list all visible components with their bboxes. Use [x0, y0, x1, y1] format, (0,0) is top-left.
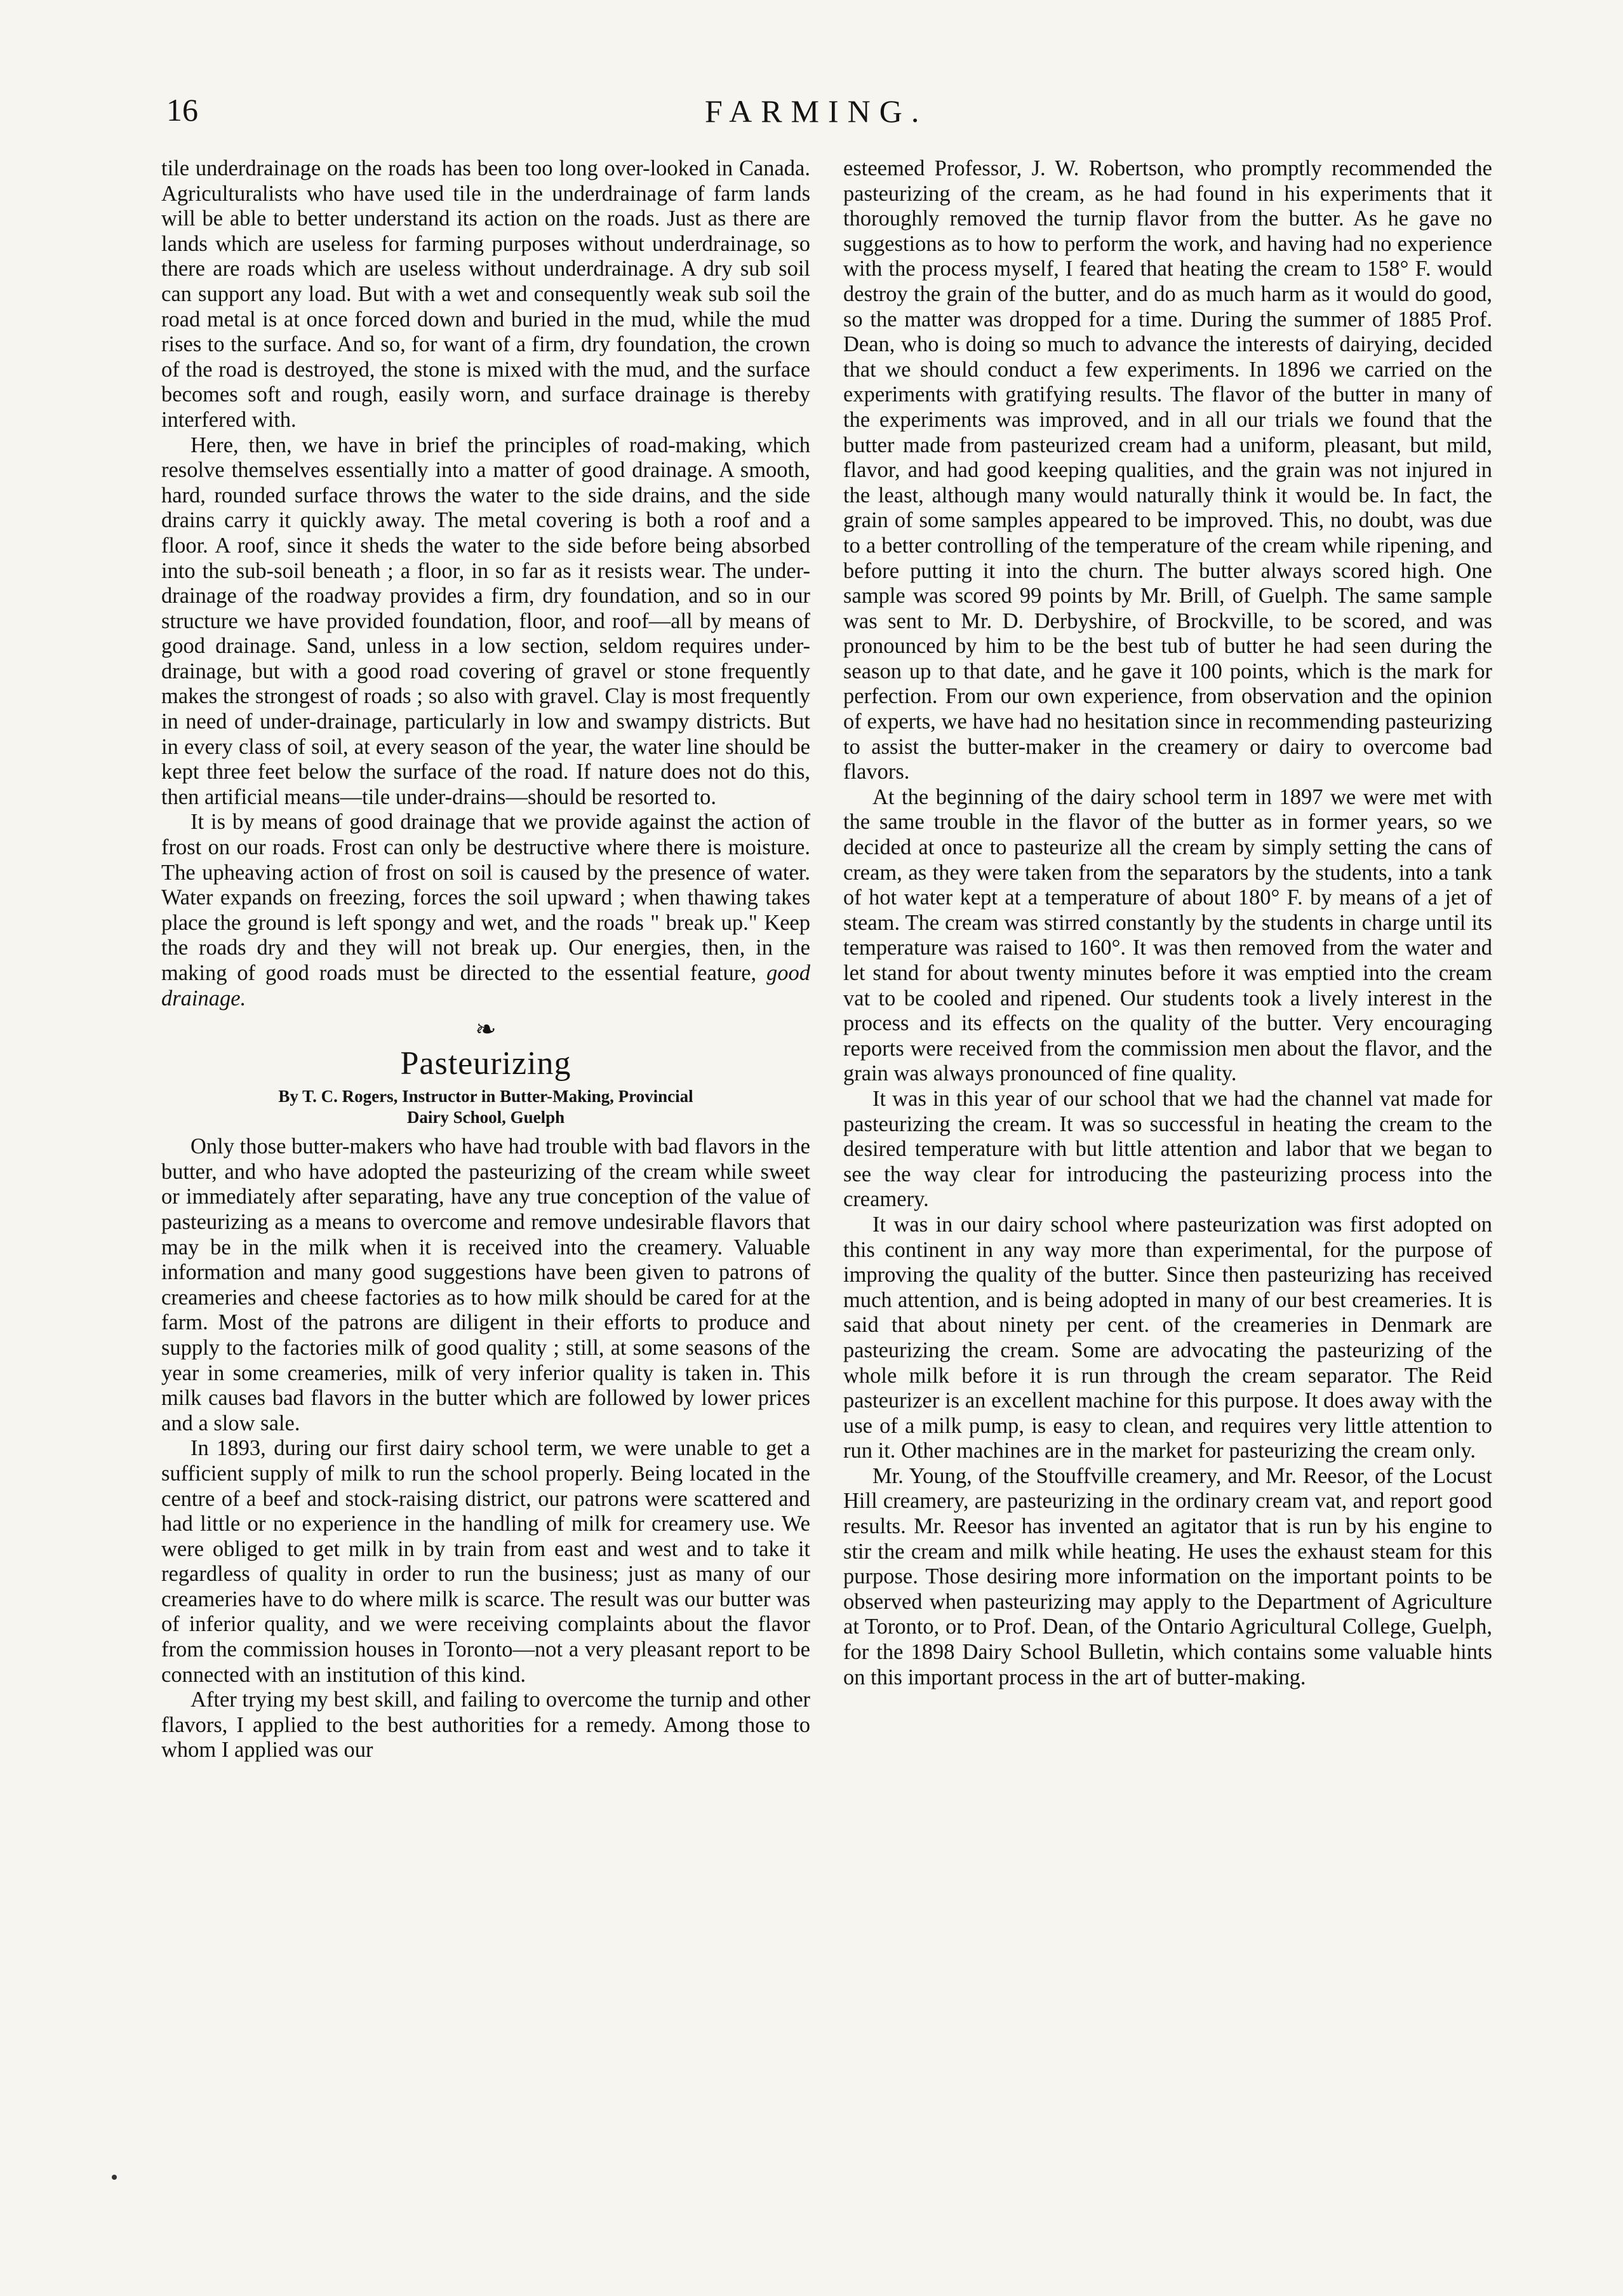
- paragraph-authorities: After trying my best skill, and failing to overcome the turnip and other flavors, I applied to the best authorities for a remedy. Among those to whom I applied was our: [161, 1688, 810, 1762]
- paragraph-road-making: Here, then, we have in brief the principles of road-making, which resolve themselves essentially into a matter of good drainage. A smooth, hard, rounded surface throws the water to the side drains, and the side drains carry it quickly away. The metal covering is both a roof and a floor. A roof, since it sheds the water to the side before being absorbed into the sub-soil beneath ; a floor, in so far as it resists wear. The under-drainage of the roadway provides a firm, dry foundation, and so in our structure we have provided foundation, floor, and roof—all by means of good drainage. Sand, unless in a low section, seldom requires under-drainage, but with a good road covering of gravel or stone frequently makes the strongest of roads ; so also with gravel. Clay is most frequently in need of under-drainage, particularly in low and swampy districts. But in every class of soil, at every season of the year, the water line should be kept three feet below the surface of the road. If nature does not do this, then artificial means—tile under-drains—should be resorted to.: [161, 433, 810, 809]
- running-title: FARMING.: [705, 93, 928, 129]
- article-title: Pasteurizing: [400, 1045, 571, 1082]
- paragraph-channel-vat: It was in this year of our school that we had the channel vat made for pasteurizing the cream. It was so successful in heating the cream to the desired temperature with but little attention and labor that we began to see the way clear for introducing the pasteurizing process into the creamery.: [843, 1086, 1492, 1212]
- section-ornament: ❧: [475, 1015, 497, 1044]
- byline-line-2: Dairy School, Guelph: [406, 1108, 565, 1127]
- paragraph-underdrainage: tile underdrainage on the roads has been too long over-looked in Canada. Agriculturalists who have used tile in the underdrainage of farm lands will be able to better understand its action on the roads. Just as there are lands which are useless for farming purposes without underdrainage, so there are roads which are useless without underdrainage. A dry sub soil can support any load. But with a wet and consequently weak sub soil the road metal is at once forced down and buried in the mud, while the mud rises to the surface. And so, for want of a firm, dry foundation, the crown of the road is destroyed, the stone is mixed with the mud, and the surface becomes soft and rough, easily worn, and surface drainage is thereby interfered with.: [161, 156, 810, 432]
- byline-line-1: By T. C. Rogers, Instructor in Butter-Making, Provincial: [278, 1087, 693, 1106]
- paragraph-1893: In 1893, during our first dairy school term, we were unable to get a sufficient supply of milk to run the school properly. Being located in the centre of a beef and stock-raising district, our patrons were scattered and had little or no experience in the handling of milk for creamery use. We were obliged to get milk in by train from east and west and to take it regardless of quality in order to run the business; just as many of our creameries have to do where milk is scarce. The result was our butter was of inferior quality, and we were receiving complaints about the flavor from the commission houses in Toronto—not a very pleasant report to be connected with an institution of this kind.: [161, 1436, 810, 1687]
- paragraph-young-reesor: Mr. Young, of the Stouffville creamery, and Mr. Reesor, of the Locust Hill creamery, are pasteurizing in the ordinary cream vat, and report good results. Mr. Reesor has invented an agitator that is run by his engine to stir the cream and milk while heating. He uses the exhaust steam for this purpose. Those desiring more information on the important points to be observed when pasteurizing may apply to the Department of Agriculture at Toronto, or to Prof. Dean, of the Ontario Agricultural College, Guelph, for the 1898 Dairy School Bulletin, which contains some valuable hints on this important process in the art of butter-making.: [843, 1463, 1492, 1689]
- paragraph-1897: At the beginning of the dairy school term in 1897 we were met with the same trouble in the flavor of the butter as in former years, so we decided at once to pasteurize all the cream by simply setting the cans of cream, as they were taken from the separators by the students, into a tank of hot water kept at a temperature of about 180° F. by means of a jet of steam. The cream was stirred constantly by the students in charge until its temperature was raised to 160°. It was then removed from the water and let stand for about twenty minutes before it was emptied into the cream vat to be cooled and ripened. Our students took a lively interest in the process and its effects on the quality of the butter. Very encouraging reports were received from the commission men about the flavor, and the grain was always pronounced of fine quality.: [843, 784, 1492, 1086]
- print-speck: [112, 2175, 117, 2180]
- right-column: [843, 156, 1492, 1690]
- paragraph-bad-flavors: Only those butter-makers who have had trouble with bad flavors in the butter, and who have adopted the pasteurizing of the cream while sweet or immediately after separating, have any true conception of the value of pasteurizing as a means to overcome and remove undesirable flavors that may be in the milk when it is received into the creamery. Valuable information and many good suggestions have been given to patrons of creameries and cheese factories as to how milk should be cared for at the farm. Most of the patrons are diligent in their efforts to produce and supply to the factories milk of good quality ; still, at some seasons of the year in some creameries, milk of very inferior quality is taken in. This milk causes bad flavors in the butter which are followed by lower prices and a slow sale.: [161, 1134, 810, 1435]
- page-number: 16: [166, 92, 198, 128]
- good-drainage-emphasis: good drainage.: [161, 961, 811, 1010]
- paragraph-adoption: It was in our dairy school where pasteurization was first adopted on this continent in any way more than experimental, for the purpose of improving the quality of the butter. Since then pasteurizing has received much attention, and is being adopted in many of our best creameries. It is said that about ninety per cent. of the creameries in Denmark are pasteurizing the cream. Some are advocating the pasteurizing of the whole milk before it is run through the cream separator. The Reid pasteurizer is an excellent machine for this purpose. It does away with the use of a milk pump, is easy to clean, and requires very little attention to run it. Other machines are in the market for pasteurizing the cream only.: [843, 1212, 1492, 1463]
- article-byline: [161, 1086, 810, 1128]
- frost-text: It is by means of good drainage that we provide against the action of frost on our roads. Frost can only be destructive where there is moisture. The upheaving action of frost on soil is caused by the presence of water. Water expands on freezing, forces the soil upward ; when thawing takes place the ground is left spongy and wet, and the roads " break up." Keep the roads dry and they will not break up. Our energies, then, in the making of good roads must be directed to the essential feature,: [161, 810, 810, 985]
- paragraph-robertson: esteemed Professor, J. W. Robertson, who promptly recommended the pasteurizing of the cream, as he had found in his experiments that it thoroughly removed the turnip flavor from the butter. As he gave no suggestions as to how to perform the work, and having had no experience with the process myself, I feared that heating the cream to 158° F. would destroy the grain of the butter, and do as much harm as it would do good, so the matter was dropped for a time. During the summer of 1885 Prof. Dean, who is doing so much to advance the interests of dairying, decided that we should conduct a few experiments. In 1896 we carried on the experiments with gratifying results. The flavor of the butter in many of the experiments was improved, and in all our trials we found that the butter made from pasteurized cream had a uniform, pleasant, but mild, flavor, and had good keeping qualities, and the grain was not injured in the least, although many would naturally think it would be. In fact, the grain of some samples appeared to be improved. This, no doubt, was due to a better controlling of the temperature of the cream while ripening, and before putting it into the churn. The butter always scored high. One sample was scored 99 points by Mr. Brill, of Guelph. The same sample was sent to Mr. D. Derbyshire, of Brockville, to be scored, and was pronounced by him to be the best tub of butter he had seen during the season up to that date, and he gave it 100 points, which is the mark for perfection. From our own experience, from observation and the opinion of experts, we have had no hesitation since in recommending pasteurizing to assist the butter-maker in the creamery or dairy to overcome bad flavors.: [843, 156, 1492, 784]
- paragraph-frost: [161, 810, 810, 1011]
- left-column: [161, 156, 810, 1763]
